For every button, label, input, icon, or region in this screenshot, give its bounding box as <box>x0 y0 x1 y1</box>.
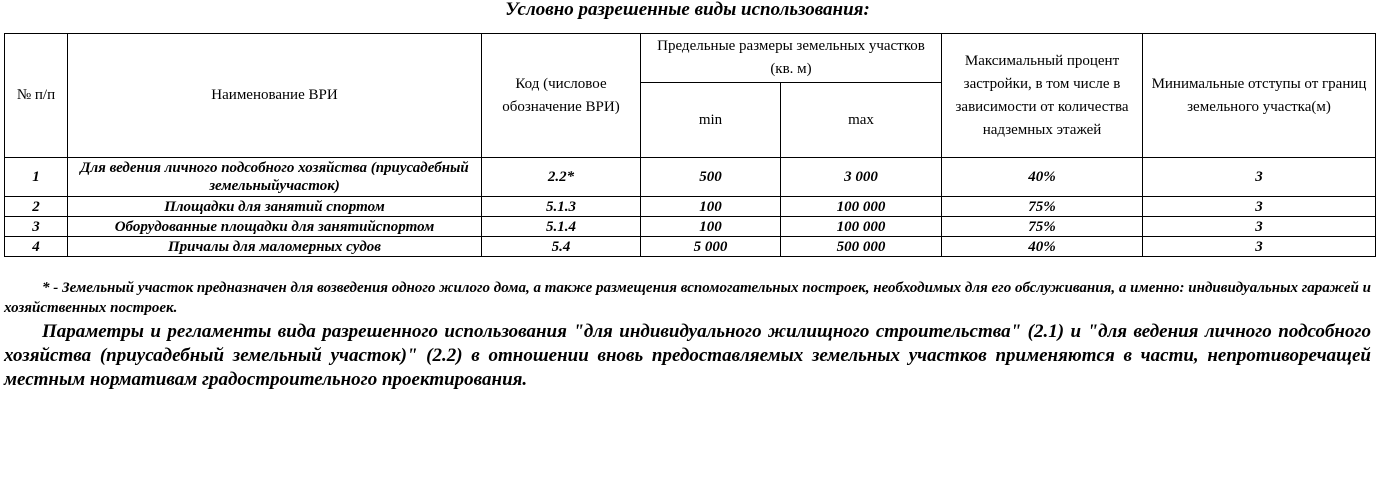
cell-min: 500 <box>641 158 781 197</box>
cell-num: 3 <box>5 217 68 237</box>
cell-max: 500 000 <box>781 237 942 257</box>
cell-code: 5.4 <box>482 237 641 257</box>
table-row <box>5 217 1376 237</box>
cell-name: Площадки для занятий спортом <box>68 197 482 217</box>
cell-min: 5 000 <box>641 237 781 257</box>
table-header-row <box>5 34 1376 83</box>
table-row <box>5 237 1376 257</box>
footnote: * - Земельный участок предназначен для возведения одного жилого дома, а также размещения вспомогательных построек, необходимых для его обслуживания, а именно: индивидуальных гаражей и хозяйственных построек. <box>4 280 1371 316</box>
header-name: Наименование ВРИ <box>68 34 482 158</box>
cell-max: 100 000 <box>781 217 942 237</box>
cell-num: 4 <box>5 237 68 257</box>
cell-indent: 3 <box>1143 217 1376 237</box>
table-row <box>5 158 1376 197</box>
cell-percent: 40% <box>942 158 1143 197</box>
cell-code: 5.1.3 <box>482 197 641 217</box>
cell-num: 2 <box>5 197 68 217</box>
cell-percent: 75% <box>942 217 1143 237</box>
header-num: № п/п <box>5 34 68 158</box>
cell-indent: 3 <box>1143 237 1376 257</box>
header-max: max <box>781 83 942 158</box>
cell-max: 3 000 <box>781 158 942 197</box>
cell-percent: 75% <box>942 197 1143 217</box>
cell-min: 100 <box>641 197 781 217</box>
cell-name: Для ведения личного подсобного хозяйства (приусадебный земельныйучасток) <box>68 158 482 197</box>
cell-max: 100 000 <box>781 197 942 217</box>
cell-min: 100 <box>641 217 781 237</box>
table-row <box>5 197 1376 217</box>
params-paragraph: Параметры и регламенты вида разрешенного использования "для индивидуального жилищного строительства" (2.1) и "для ведения личного подсобного хозяйства (приусадебный земельный участок)" (2.2) в отношении вновь предоставляемых земельных участков применяются в части, непротиворечащей местным нормативам градостроительного проектирования. <box>4 321 1371 390</box>
cell-num: 1 <box>5 158 68 197</box>
header-size-group: Предельные размеры земельных участков (кв. м) <box>641 34 942 83</box>
vri-table <box>4 33 1376 257</box>
document-title: Условно разрешенные виды использования: <box>505 0 870 20</box>
cell-name: Оборудованные площадки для занятийспортом <box>68 217 482 237</box>
header-min: min <box>641 83 781 158</box>
header-min-indent: Минимальные отступы от границ земельного участка(м) <box>1143 34 1376 158</box>
cell-name: Причалы для маломерных судов <box>68 237 482 257</box>
cell-code: 2.2* <box>482 158 641 197</box>
cell-code: 5.1.4 <box>482 217 641 237</box>
header-code: Код (числовое обозначение ВРИ) <box>482 34 641 158</box>
header-max-percent: Максимальный процент застройки, в том числе в зависимости от количества надземных этажей <box>942 34 1143 158</box>
cell-indent: 3 <box>1143 197 1376 217</box>
cell-indent: 3 <box>1143 158 1376 197</box>
cell-percent: 40% <box>942 237 1143 257</box>
